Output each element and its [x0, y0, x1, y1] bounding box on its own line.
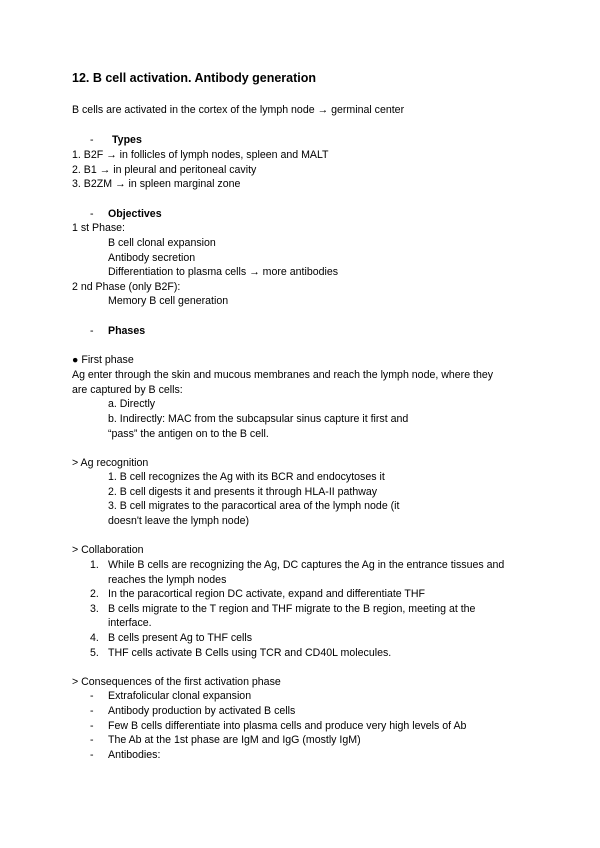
- types-item: 1. B2F → in follicles of lymph nodes, spleen and MALT: [72, 149, 329, 161]
- phases-dash: -: [90, 325, 94, 337]
- first-phase-text: Ag enter through the skin and mucous membranes and reach the lymph node, where they: [72, 369, 494, 381]
- recognition-item: 2. B cell digests it and presents it through HLA-II pathway: [108, 486, 378, 498]
- consequences-dash: -: [90, 734, 94, 746]
- collaboration-item-cont: reaches the lymph nodes: [108, 574, 227, 586]
- objectives-heading: Objectives: [108, 208, 162, 220]
- consequences-dash: -: [90, 749, 94, 761]
- recognition-heading: > Ag recognition: [72, 457, 149, 469]
- capture-b-cont: “pass” the antigen on to the B cell.: [108, 428, 269, 440]
- consequences-dash: -: [90, 690, 94, 702]
- phase1-item: Differentiation to plasma cells → more antibodies: [108, 266, 339, 278]
- phases-heading: Phases: [108, 325, 146, 337]
- types-item: 2. B1 → in pleural and peritoneal cavity: [72, 164, 257, 176]
- recognition-item: 1. B cell recognizes the Ag with its BCR and endocytoses it: [108, 471, 385, 483]
- intro-text: B cells are activated in the cortex of the lymph node → germinal center: [72, 104, 405, 116]
- recognition-item-cont: doesn't leave the lymph node): [108, 515, 250, 527]
- collaboration-number: 2.: [90, 588, 99, 600]
- consequences-item: Few B cells differentiate into plasma cells and produce very high levels of Ab: [108, 720, 467, 732]
- phase1-item: Antibody secretion: [108, 252, 196, 264]
- collaboration-number: 3.: [90, 603, 99, 615]
- phase1-item: B cell clonal expansion: [108, 237, 216, 249]
- collaboration-item-cont: interface.: [108, 617, 152, 629]
- consequences-item: The Ab at the 1st phase are IgM and IgG (mostly IgM): [108, 734, 361, 746]
- recognition-item: 3. B cell migrates to the paracortical area of the lymph node (it: [108, 500, 400, 512]
- collaboration-number: 1.: [90, 559, 99, 571]
- collaboration-item: While B cells are recognizing the Ag, DC captures the Ag in the entrance tissues and: [108, 559, 505, 571]
- collaboration-heading: > Collaboration: [72, 544, 144, 556]
- phase2-item: Memory B cell generation: [108, 295, 229, 307]
- collaboration-number: 5.: [90, 647, 99, 659]
- collaboration-item: B cells present Ag to THF cells: [108, 632, 253, 644]
- first-phase-heading: ● First phase: [72, 354, 134, 366]
- phase2-label: 2 nd Phase (only B2F):: [72, 281, 181, 293]
- consequences-item: Extrafolicular clonal expansion: [108, 690, 252, 702]
- objectives-dash: -: [90, 208, 94, 220]
- collaboration-item: B cells migrate to the T region and THF migrate to the B region, meeting at the: [108, 603, 476, 615]
- capture-a: a. Directly: [108, 398, 156, 410]
- first-phase-text: are captured by B cells:: [72, 384, 183, 396]
- collaboration-item: THF cells activate B Cells using TCR and CD40L molecules.: [108, 647, 392, 659]
- consequences-dash: -: [90, 720, 94, 732]
- capture-b: b. Indirectly: MAC from the subcapsular sinus capture it first and: [108, 413, 409, 425]
- types-heading: Types: [112, 134, 142, 146]
- consequences-item: Antibody production by activated B cells: [108, 705, 296, 717]
- types-item: 3. B2ZM → in spleen marginal zone: [72, 178, 241, 190]
- document-title: 12. B cell activation. Antibody generation: [72, 71, 317, 85]
- collaboration-item: In the paracortical region DC activate, expand and differentiate THF: [108, 588, 426, 600]
- types-dash: -: [90, 134, 94, 146]
- phase1-label: 1 st Phase:: [72, 222, 125, 234]
- consequences-heading: > Consequences of the first activation phase: [72, 676, 281, 688]
- consequences-item: Antibodies:: [108, 749, 161, 761]
- collaboration-number: 4.: [90, 632, 99, 644]
- consequences-dash: -: [90, 705, 94, 717]
